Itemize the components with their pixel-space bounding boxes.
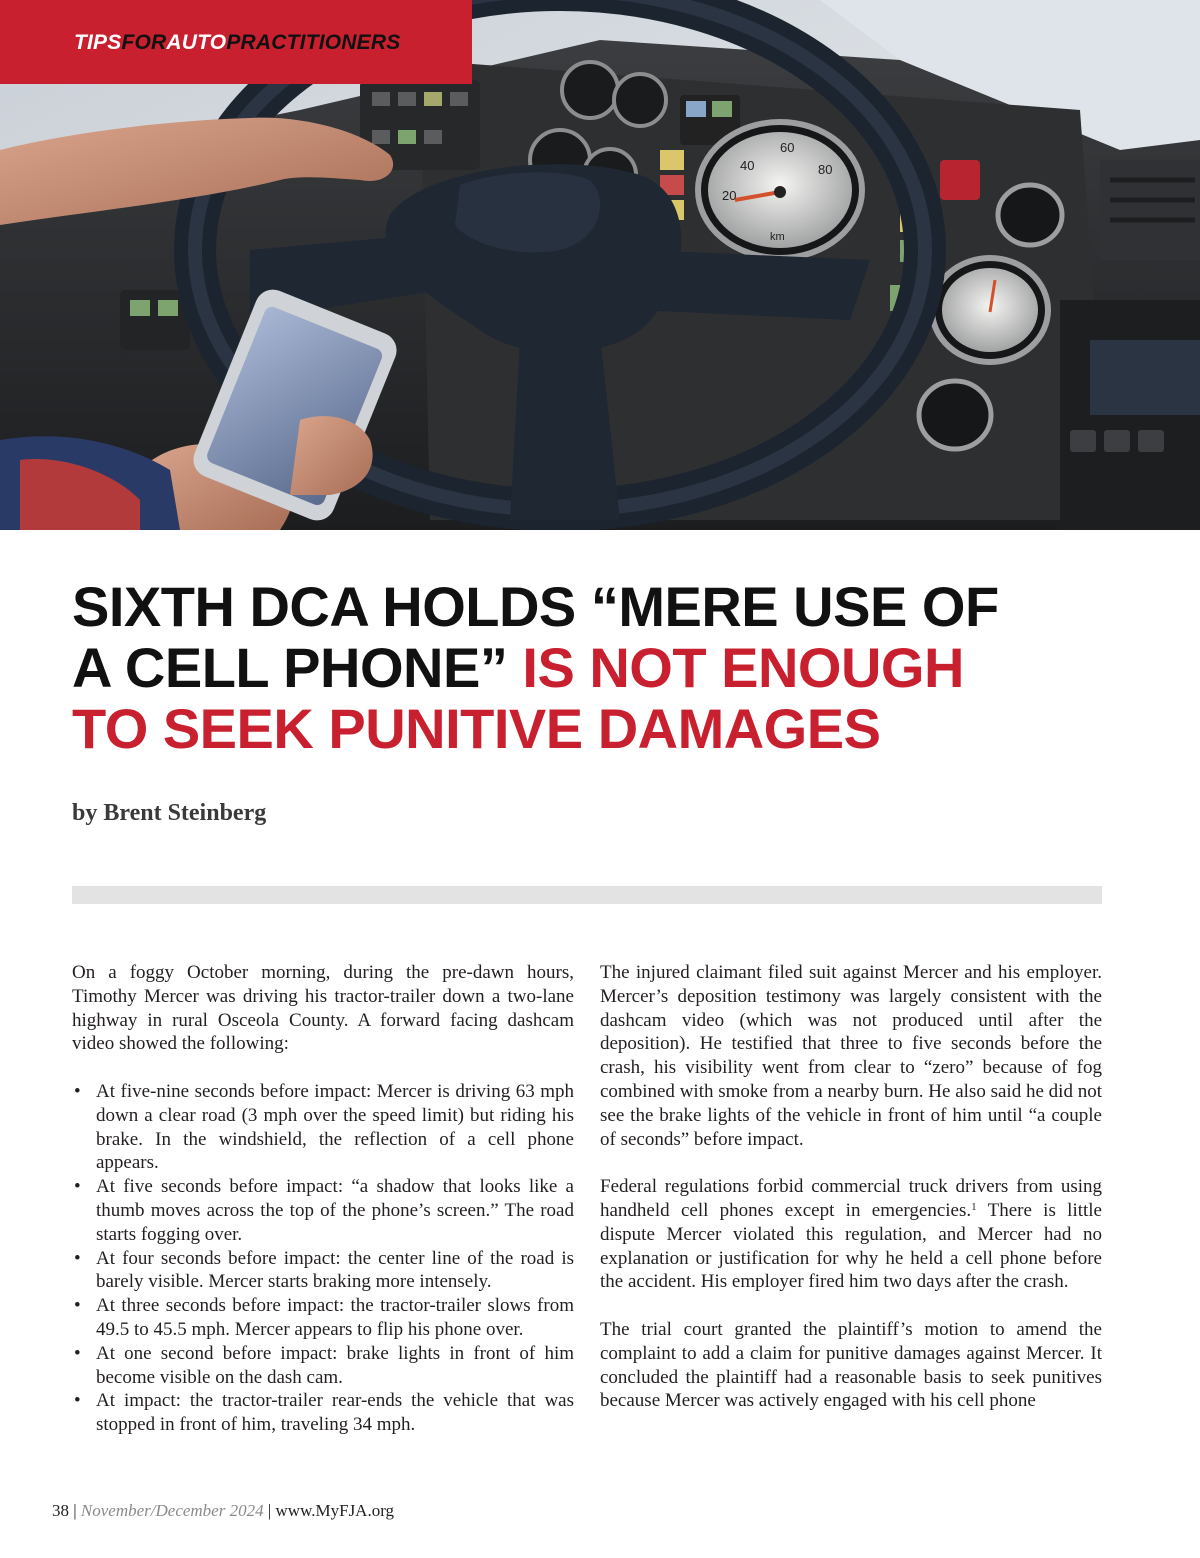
gauge-right-2 bbox=[919, 381, 991, 449]
footer-separator: | bbox=[73, 1501, 77, 1520]
section-tag bbox=[0, 0, 472, 84]
speedometer bbox=[698, 122, 862, 258]
tag-word-for: FOR bbox=[121, 31, 167, 54]
page-number: 38 bbox=[52, 1501, 69, 1520]
timeline-item: • At five-nine seconds before impact: Mercer is driving 63 mph down a clear road (3 mph over the speed limit) but riding his brake. In the windshield, the reflection of a cell phone appears. bbox=[72, 1080, 574, 1175]
timeline-item: • At four seconds before impact: the center line of the road is barely visible. Mercer starts braking more intensely. bbox=[72, 1247, 574, 1295]
issue-date: November/December 2024 bbox=[80, 1501, 264, 1520]
speedometer-label-60: 60 bbox=[780, 140, 795, 155]
regulations-text-a: Federal regulations forbid commercial truck drivers from using handheld cell phones except in emergencies. bbox=[600, 1176, 1102, 1221]
section-tag-text bbox=[74, 31, 400, 55]
headline-line-2-black: A CELL PHONE” bbox=[72, 636, 523, 699]
right-column bbox=[600, 961, 1102, 1437]
left-column bbox=[72, 961, 574, 1437]
headline-line-3-red: TO SEEK PUNITIVE DAMAGES bbox=[72, 697, 881, 760]
timeline-item: • At three seconds before impact: the tractor-trailer slows from 49.5 to 45.5 mph. Mercer appears to flip his phone over. bbox=[72, 1294, 574, 1342]
footer-separator: | bbox=[267, 1501, 272, 1520]
gauge-small-2 bbox=[614, 74, 666, 126]
paragraph-lawsuit: The injured claimant filed suit against Mercer and his employer. Mercer’s deposition testimony was largely consistent with the dashcam video (which was not produced until after the deposition). He testified that three to five seconds before the crash, his visibility went from clear to “zero” because of fog combined with smoke from a nearby burn. He also said he did not see the brake lights of the vehicle in front of him until “a couple of seconds” before impact. bbox=[600, 962, 1102, 1150]
headline-line-2-red: IS NOT ENOUGH bbox=[522, 636, 964, 699]
timeline-item: • At one second before impact: brake lights in front of him become visible on the dash cam. bbox=[72, 1342, 574, 1390]
tag-word-practitioners: PRACTITIONERS bbox=[226, 31, 401, 54]
paragraph-trial-court: The trial court granted the plaintiff’s motion to amend the complaint to add a claim for punitive damages against Mercer. It concluded the plaintiff had a reasonable basis to seek punitives because Mercer was actively engaged with his cell phone bbox=[600, 1318, 1102, 1412]
intro-paragraph: On a foggy October morning, during the pre-dawn hours, Timothy Mercer was driving his tractor-trailer down a two-lane highway in rural Osceola County. A forward facing dashcam video showed the following: bbox=[72, 962, 574, 1055]
headline-line-1: SIXTH DCA HOLDS “MERE USE OF bbox=[72, 575, 999, 638]
speedometer-label-80: 80 bbox=[818, 162, 833, 177]
timeline-list bbox=[72, 1080, 574, 1437]
timeline-item: • At five seconds before impact: “a shadow that looks like a thumb moves across the top of the phone’s screen.” The road starts fogging over. bbox=[72, 1175, 574, 1246]
footnote-marker[interactable]: 1 bbox=[971, 1200, 977, 1213]
article-headline bbox=[72, 576, 1132, 759]
tag-word-tips: TIPS bbox=[74, 31, 122, 54]
author-byline: by Brent Steinberg bbox=[72, 800, 267, 826]
timeline-item: • At impact: the tractor-trailer rear-ends the vehicle that was stopped in front of him, traveling 34 mph. bbox=[72, 1389, 574, 1437]
gauge-small-1 bbox=[562, 62, 618, 118]
website-link[interactable]: www.MyFJA.org bbox=[275, 1501, 395, 1520]
speedometer-unit: km bbox=[770, 231, 785, 243]
gauge-right-1 bbox=[998, 185, 1062, 245]
speedometer-label-40: 40 bbox=[740, 158, 755, 173]
paragraph-regulations bbox=[600, 1175, 1102, 1294]
regulations-text-b: There is little dispute Mercer violated this regulation, and Mercer had no explanation or justification for why he held a cell phone before the accident. His employer fired him two days after the crash. bbox=[600, 1199, 1102, 1293]
tag-word-auto: AUTO bbox=[166, 31, 227, 54]
page-footer bbox=[52, 1501, 394, 1521]
hero-photo bbox=[0, 0, 1200, 530]
speedometer-label-20: 20 bbox=[722, 188, 737, 203]
divider-bar bbox=[72, 886, 1102, 904]
